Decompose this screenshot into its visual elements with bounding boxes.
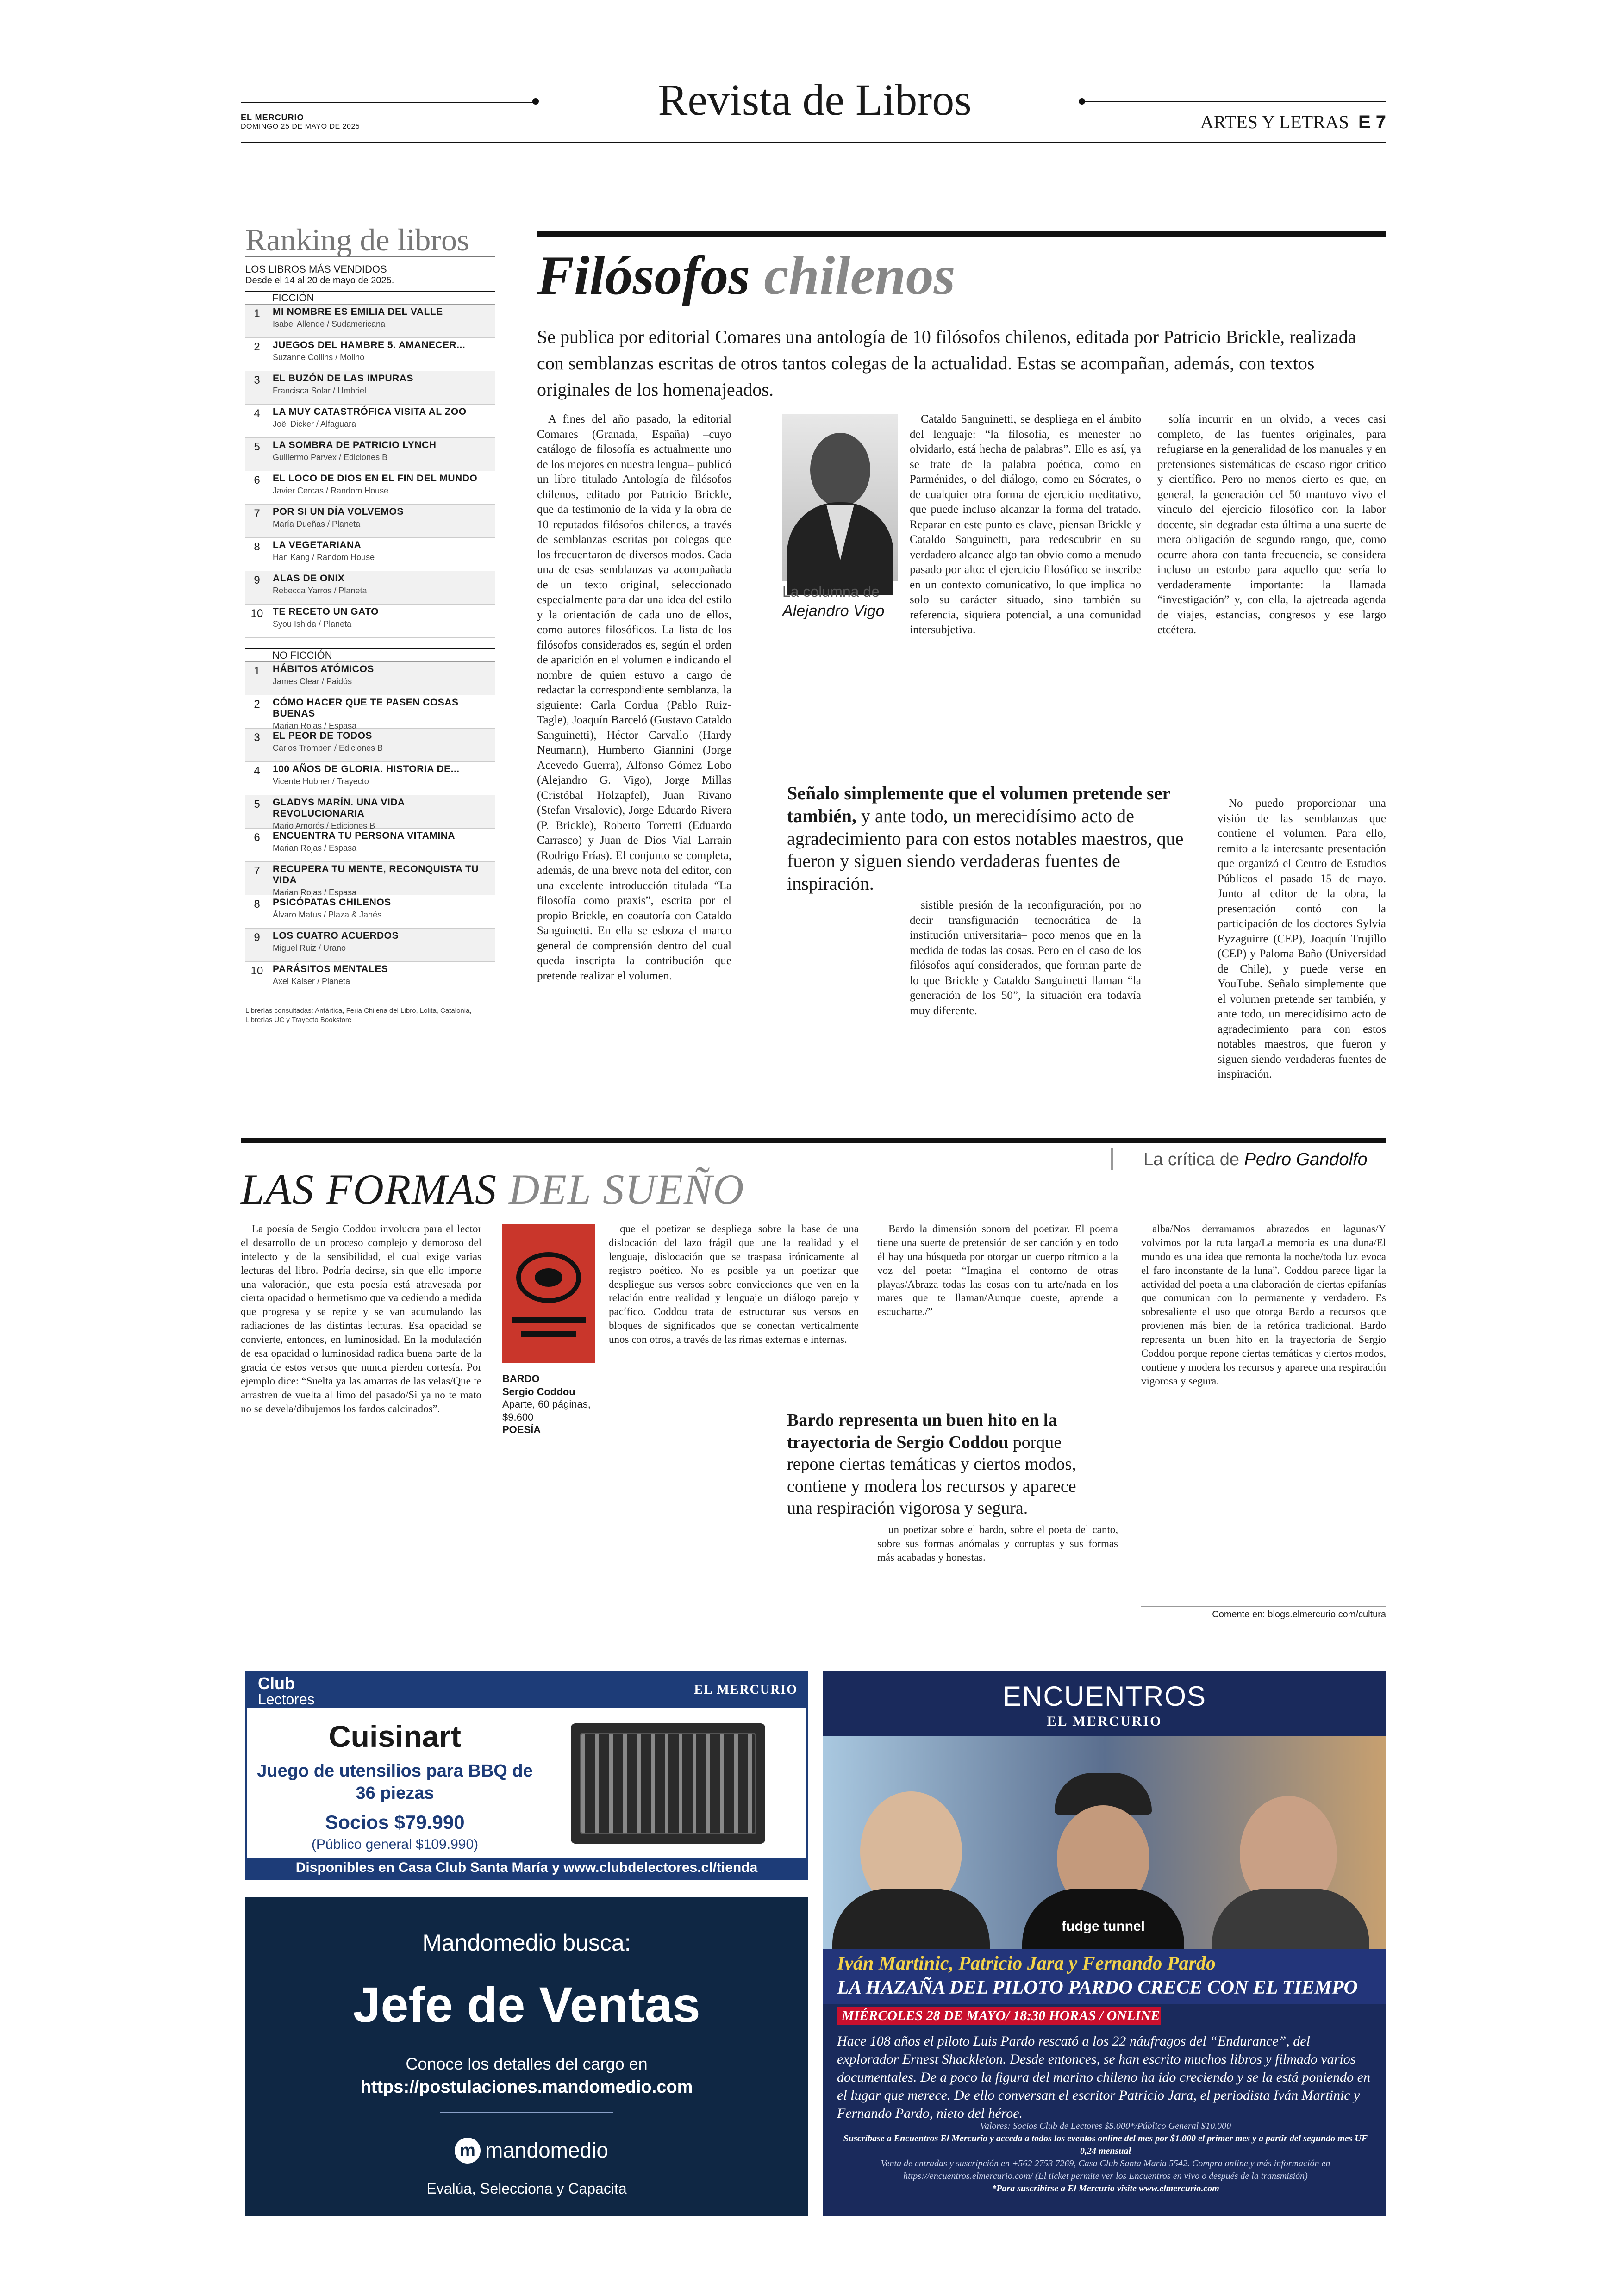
ranking-item-meta: Suzanne Collins / Molino [273,353,365,362]
article1-pullquote-bold: Señalo simplemente que el volumen pretende ser también, [787,783,1170,826]
club-logo-2: Lectores [258,1691,315,1708]
encuentros-values: Valores: Socios Club de Lectores $5.000*/Público General $10.000 [980,2121,1231,2131]
article2-top-rule [241,1138,1386,1143]
ranking-item-number: 10 [250,607,263,620]
ranking-item-meta: Marian Rojas / Espasa [273,888,357,897]
article1-col1 [537,412,731,1069]
ranking-item [245,829,495,862]
masthead-dot-left [532,98,539,105]
encuentros-title: LA HAZAÑA DEL PILOTO PARDO CRECE CON EL TIEMPO [837,1977,1358,1998]
ranking-item-title: POR SI UN DÍA VOLVEMOS [273,506,404,517]
ranking-item-meta: Syou Ishida / Planeta [273,619,352,629]
author-photo [782,414,898,581]
book-publisher: Aparte, 60 páginas, $9.600 [502,1398,591,1423]
ranking-title: Ranking de libros [245,224,495,257]
ranking-item [245,505,495,538]
cuisinart-brand: Cuisinart [328,1719,462,1753]
cuisinart-public-price: (Público general $109.990) [311,1837,479,1852]
ranking-item-title: GLADYS MARÍN. UNA VIDA REVOLUCIONARIA [273,797,405,819]
ranking-item-meta: Isabel Allende / Sudamericana [273,319,386,329]
ranking-item-title: PSICÓPATAS CHILENOS [273,897,391,908]
encuentros-fine2: Venta de entradas y suscripción en +562 2753 7269, Casa Club Santa María 5542. Compra online y más información en https://encuentros.elmercurio.com/ (El ticket permite ver los Encuentros en vivo o después de la transmisión) [881,2158,1330,2181]
article2-col2-text: que el poetizar se despliega sobre la base de una dislocación del lazo frágil que une la realidad y el lenguaje, dislocación que se traspasa irónicamente al registro poético. No es posible ya un poetizar que despliegue sus versos sobre convicciones que ven en la relación entre realidad y lenguaje un diálogo parejo y pacífico. Coddou trata de estructurar sus versos en bloques de significados que se conectan verticalmente unos con otros, a través de las rimas externas e internas. [609,1223,859,1346]
section-title: Revista de Libros [658,75,972,125]
ranking-item-meta: Rebecca Yarros / Planeta [273,586,367,595]
article2-title [241,1165,745,1214]
ranking-item-number: 4 [254,765,260,777]
ranking-item [245,895,495,929]
article2-pullquote [787,1409,1102,1520]
book-author: Sergio Coddou [502,1385,575,1397]
ranking-item [245,438,495,471]
article2-title-1: LAS FORMAS [241,1166,498,1213]
ranking-item [245,605,495,638]
encuentros-fine3: *Para suscribirse a El Mercurio visite www.elmercurio.com [992,2183,1219,2194]
ranking-item-meta: Carlos Tromben / Ediciones B [273,743,383,753]
encuentros-fine1: Suscríbase a Encuentros El Mercurio y acceda a todos los eventos online del mes por $1.000 el primer mes y a partir del segundo mes UF 0,24 mensual [843,2133,1368,2156]
critic-name: Pedro Gandolfo [1244,1150,1368,1169]
ranking-item-title: PARÁSITOS MENTALES [273,964,388,974]
ranking-item-number: 9 [254,931,260,944]
fiction-list [245,304,495,638]
article2-pullquote-rest: porque repone ciertas temáticas y ciertos modos, contiene y modera los recursos y aparece una respiración vigorosa y segura. [787,1432,1076,1518]
book-cover [502,1224,595,1363]
ranking-item-title: CÓMO HACER QUE TE PASEN COSAS BUENAS [273,697,459,719]
ranking-box [245,224,495,1024]
bbq-case-image [571,1723,765,1844]
ranking-item-title: MI NOMBRE ES EMILIA DEL VALLE [273,306,443,317]
article1-lead: Se publica por editorial Comares una antología de 10 filósofos chilenos, editada por Patricio Brickle, realizada con semblanzas escritas de otros tantos colegas de la actualidad. Estas se acompañan, además, con textos originales de los homenajeados. [537,326,1356,400]
ranking-item-number: 1 [254,665,260,677]
mandomedio-heading: Mandomedio busca: [422,1930,631,1956]
article1-col2 [910,412,1141,768]
book-info [502,1372,600,1436]
ranking-item [245,795,495,829]
ranking-item-meta: Vicente Hubner / Trayecto [273,777,369,786]
mandomedio-logo: mandomedio [485,2138,608,2162]
ranking-item [245,471,495,505]
speakers-photo [823,1736,1386,1949]
ranking-item-title: EL BUZÓN DE LAS IMPURAS [273,373,413,384]
article2-col1-text: La poesía de Sergio Coddou involucra para el lector el desarrollo de un proceso complejo y demoroso del intelecto y de la sensibilidad, el cual exige varias lecturas del libro. Podría decirse, sin que ello importe una valoración, que esta poesía está atravesada por cierta opacidad o hermetismo que va cediendo a medida que progresa y se repite y se van acumulando las radiaciones de las distintas lecturas. Esa opacidad se convierte, entonces, en luminosidad. En la modulación de esa opacidad o luminosidad radica buena parte de la gracia de estos versos que nunca pierden cortesía. Por ejemplo dice: “Suelta ya las amarras de las velas/Que te arrastren de vuelta al limo del pasado/Si ya no te mato no se devela/dibujemos los fardos calcinados”. [241,1223,481,1415]
mandomedio-job: Jefe de Ventas [353,1977,700,2033]
ranking-item-number: 3 [254,374,260,387]
article1-pullquote [787,782,1204,895]
article2-col4 [1141,1222,1386,1597]
encuentros-when: MIÉRCOLES 28 DE MAYO/ 18:30 HORAS / ONLINE [842,2008,1160,2023]
article1-pullquote-rest: y ante todo, un merecidísimo acto de agradecimiento para con estos notables maestros, que fueron y siguen siendo verdaderas fuentes de inspiración. [787,805,1184,894]
article1-col2-text: Cataldo Sanguinetti, se despliega en el ámbito del lenguaje: “la filosofía, es menester no olvidarlo, está hecha de palabras”. Ello es así, ya se trate de la palabra poética, como en Parménides, o del diálogo, como en Sócrates, o de cualquier otra forma de ejercicio meditativo, que puede incluso alcanzar la forma del tratado. Reparar en este punto es clave, piensan Brickle y Cataldo Sanguinetti, para redescubrir en su verdadero alcance algo tan obvio como a menudo pasado por alto: el ejercicio filosófico se inscribe en un contexto comunicativo, lo que implica no solo su carácter situado, sino también su referencia, siquiera potencial, a una comunidad intersubjetiva. [910,413,1141,636]
mandomedio-url[interactable]: https://postulaciones.mandomedio.com [360,2077,693,2097]
ranking-item-number: 6 [254,831,260,844]
encuentros-paper: EL MERCURIO [1047,1714,1162,1729]
paper-name: EL MERCURIO [241,113,304,122]
ranking-item-title: LOS CUATRO ACUERDOS [273,930,399,941]
ranking-item-title: ALAS DE ONIX [273,573,345,584]
ranking-item [245,695,495,729]
club-paper: EL MERCURIO [694,1683,798,1697]
ranking-item [245,862,495,895]
ranking-item-title: RECUPERA TU MENTE, RECONQUISTA TU VIDA [273,864,479,886]
fiction-label: FICCIÓN [272,292,314,304]
ad-club-lectores[interactable] [245,1671,808,1880]
article2-title-2: DEL SUEÑO [509,1166,745,1213]
ranking-item-meta: Miguel Ruiz / Urano [273,943,346,953]
ranking-item-number: 7 [254,865,260,877]
ranking-item-meta: Axel Kaiser / Planeta [273,977,350,986]
section-label [1176,111,1386,133]
article1-col3 [1157,412,1386,792]
page-number: E 7 [1358,112,1386,132]
ranking-item-meta: Mario Amorós / Ediciones B [273,821,375,830]
ranking-item-number: 7 [254,507,260,520]
club-logo-1: Club [258,1674,295,1693]
ranking-item-number: 2 [254,698,260,711]
ranking-item-title: LA VEGETARIANA [273,540,362,550]
mandomedio-logo-icon: m [455,2138,481,2164]
ranking-item-meta: Marian Rojas / Espasa [273,843,357,853]
ranking-item [245,762,495,795]
nonfiction-label: NO FICCIÓN [272,649,332,661]
article1-col3b [1218,796,1386,1080]
ranking-item-meta: Joël Dicker / Alfaguara [273,419,356,429]
ad-encuentros[interactable] [823,1671,1386,2216]
ranking-item-title: JUEGOS DEL HAMBRE 5. AMANECER... [273,340,466,350]
column-author: Alejandro Vigo [782,602,885,620]
ranking-item-title: HÁBITOS ATÓMICOS [273,664,374,674]
ranking-item [245,305,495,338]
ranking-item-meta: Han Kang / Random House [273,553,375,562]
ranking-item-number: 5 [254,441,260,453]
masthead-left [241,113,537,131]
ranking-item-meta: Javier Cercas / Random House [273,486,389,495]
ranking-item-title: 100 AÑOS DE GLORIA. HISTORIA DE... [273,764,460,774]
ranking-item-meta: Álvaro Matus / Plaza & Janés [273,910,382,919]
ranking-item-number: 5 [254,798,260,811]
encuentros-logo: ENCUENTROS [1002,1681,1207,1712]
ranking-item-number: 8 [254,541,260,553]
ranking-item [245,538,495,571]
article1-col3b-text: No puedo proporcionar una visión de las semblanzas que contiene el volumen. Para ello, remito a la interesante presentación que organizó el Centro de Estudios Públicos el pasado 15 de mayo. Junto al editor de la obra, la presentación contó con la participación de los doctores Sylvia Eyzaguirre (CEP), Joaquín Trujillo (CEP) y Paloma Baño (Universidad de Chile), y puede verse en YouTube. Señalo simplemente que el volumen pretende ser también, y ante todo, un merecidísimo acto de agradecimiento para con estos notables maestros, que fueron y siguen siendo verdaderas fuentes de inspiración. [1218,797,1386,1080]
article1-col3-text: solía incurrir en un olvido, a veces casi completo, de las fuentes originales, para refugiarse en la generalidad de los manuales y en pretensiones sistemáticas de escaso rigor crítico y científico. Pero no menos cierto es que, en general, la generación del 50 mantuvo vivo el vínculo del ejercicio filosófico con la labor docente, sin degradar esta última a una suerte de mera obligación de segundo rango, que, como ocurre ahora con tanta frecuencia, se considera incluso un estorbo para aquello que sería lo verdaderamente importante: la llamada “investigación” y, con ella, la ajetreada agenda de viajes, estancias, congresos y ese largo etcétera. [1157,413,1386,636]
article2-col2 [609,1222,859,1405]
ranking-item-meta: James Clear / Paidós [273,677,352,686]
ranking-item [245,962,495,995]
book-genre: POESÍA [502,1424,541,1435]
ad-mandomedio[interactable] [245,1897,808,2216]
ranking-item-number: 9 [254,574,260,586]
article2-col3b-text: un poetizar sobre el bardo, sobre el poeta del canto, sobre sus formas anómalas y corruptas y sus formas más acabadas y honestas. [877,1524,1118,1563]
ranking-item [245,929,495,962]
column-label: La columna de [782,583,880,600]
article1-title-1: Filósofos [537,244,750,306]
shirt-text: fudge tunnel [1062,1919,1145,1934]
ranking-item-meta: Marian Rojas / Espasa [273,721,357,730]
encuentros-speakers: Iván Martinic, Patricio Jara y Fernando Pardo [837,1953,1216,1974]
club-footer: Disponibles en Casa Club Santa María y www.clubdelectores.cl/tienda [295,1860,758,1875]
ranking-item-number: 4 [254,407,260,420]
critic-label: La crítica de [1143,1150,1239,1169]
article1-title-2: chilenos [764,244,956,306]
ranking-item-number: 8 [254,898,260,911]
section-name: ARTES Y LETRAS [1200,112,1349,132]
ranking-item-number: 1 [254,307,260,320]
cuisinart-price: Socios $79.990 [325,1811,465,1833]
mandomedio-details: Conoce los detalles del cargo en [406,2054,648,2073]
ranking-item-title: TE RECETO UN GATO [273,606,379,617]
ranking-item-meta: María Dueñas / Planeta [273,519,361,529]
masthead-dot-right [1079,98,1085,105]
article1-top-rule [537,231,1386,237]
article1-col2b [910,898,1141,1069]
comment-link[interactable]: Comente en: blogs.elmercurio.com/cultura [1141,1606,1386,1620]
issue-date: DOMINGO 25 DE MAYO DE 2025 [241,123,360,131]
article2-col3b [877,1523,1118,1629]
ranking-item-title: EL LOCO DE DIOS EN EL FIN DEL MUNDO [273,473,478,484]
ranking-item-title: EL PEOR DE TODOS [273,730,372,741]
club-logo [258,1675,315,1707]
ranking-item-number: 10 [250,965,263,977]
article2-col4-text: alba/Nos derramamos abrazados en lagunas/Y volvimos por la ruta larga/La memoria es una duna/El mundo es una idea que remonta la noche/toda luz evoca el faro inconstante de la luna”. Coddou parece ligar la actividad del poeta a una elaboración de ciertas epifanías que comunican con lo permanente y verdadero. Es sobresaliente el uso que otorga Bardo a recursos que provienen más bien de la retórica tradicional. Bardo representa un buen hito en la trayectoria de Sergio Coddou porque repone ciertas temáticas y ciertos modos, contiene y modera los recursos y aparece una respiración vigorosa y segura. [1141,1223,1386,1387]
ranking-item [245,338,495,371]
nonfiction-list [245,661,495,995]
article2-pullquote-bold: Bardo representa un buen hito en la trayectoria de Sergio Coddou [787,1410,1057,1452]
article2-col1 [241,1222,481,1629]
ranking-item [245,662,495,695]
critic-divider [1111,1148,1113,1170]
ranking-item-title: LA SOMBRA DE PATRICIO LYNCH [273,440,437,450]
ranking-item-meta: Guillermo Parvex / Ediciones B [273,453,388,462]
ranking-item-number: 2 [254,341,260,353]
book-title: BARDO [502,1373,540,1384]
article2-col3 [877,1222,1118,1400]
ranking-dates: Desde el 14 al 20 de mayo de 2025. [245,275,394,286]
article1-col1-text: A fines del año pasado, la editorial Comares (Granada, España) –cuyo catálogo de filosofía es actualmente uno de los mejores en nuestra lengua– publicó un libro titulado Antología de filósofos chilenos, editado por Patricio Brickle, que da testimonio de la vida y la obra de 10 reputados filósofos chilenos, a través de semblanzas escritas por colegas que los frecuentaron de diversos modos. Cada una de esas semblanzas va acompañada de un texto original, seleccionado especialmente para dar una idea del estilo y la orientación de cada uno de ellos, como autores filosóficos. La lista de los filósofos considerados es, según el orden de aparición en el volumen e indicando el nombre de quien estuvo a cargo de redactar la correspondiente semblanza, la siguiente: Carla Cordua (Pablo Ruiz-Tagle), Joaquín Barceló (Gustavo Cataldo Sanguinetti), Héctor Carvallo (Hardy Neumann), Humberto Giannini (Jorge Acevedo Guerra), Alfonso Gómez Lobo (Alejandro G. Vigo), Jorge Millas (Cristóbal Holzapfel), Juan Rivano (Stefan Vrsalovic), Jorge Eduardo Rivera (P. Brickle), Roberto Torretti (Eduardo Carrasco) y Juan de Dios Vial Larraín (Rodrigo Frías). El conjunto se completa, además, de una breve nota del editor, con una excelente introducción titulada “La filosofía como praxis”, escrita por el propio Brickle, en coautoría con Cataldo Sanguinetti. En ella se esboza el marco general de comprensión dentro del cual queda inscripta la contribución que pretende realizar el volumen. [537,413,731,982]
ranking-item-number: 3 [254,731,260,744]
ranking-item-title: LA MUY CATASTRÓFICA VISITA AL ZOO [273,406,467,417]
encuentros-fineprint [837,2120,1374,2195]
cuisinart-product: Juego de utensilios para BBQ de 36 piezas [257,1761,533,1803]
ranking-sources: Librerías consultadas: Antártica, Feria Chilena del Libro, Lolita, Catalonia, Librerías UC y Trayecto Bookstore [245,1007,472,1024]
ranking-item [245,729,495,762]
encuentros-desc: Hace 108 años el piloto Luis Pardo rescató a los 22 náufragos del “Endurance”, del explorador Ernest Shackleton. Desde entonces, se han escrito muchos libros y filmado varios documentales. De a poco la figura del marino chileno ha ido creciendo y se la está poniendo en el lugar que merece. De ello conversan el escritor Patricio Jara, el periodista Iván Martinic y Fernando Pardo, nieto del héroe. [837,2033,1370,2121]
ranking-item [245,571,495,605]
ranking-item-number: 6 [254,474,260,486]
article2-col3-text: Bardo la dimensión sonora del poetizar. El poema tiene una suerte de pretensión de ser canción y en todo él hay una búsqueda por otorgar un cuerpo rítmico a la voz del poeta: “Imagina el contorno de otras playas/Abraza todas las cosas con tu arte/nada en los mares que te llaman/Aunque cueste, aprende a escucharte./” [877,1223,1118,1318]
ranking-item-meta: Francisca Solar / Umbriel [273,386,367,395]
ranking-item [245,371,495,405]
critic-line [1143,1150,1368,1170]
ranking-subtitle: LOS LIBROS MÁS VENDIDOS [245,263,387,275]
ranking-item-title: ENCUENTRA TU PERSONA VITAMINA [273,830,456,841]
mandomedio-tagline: Evalúa, Selecciona y Capacita [426,2180,627,2197]
article1-title [537,244,956,306]
ranking-item [245,405,495,438]
article1-col2b-text: sistible presión de la reconfiguración, por no decir transfiguración tecnocrática de la institución universitaria– poco menos que en la medida de todas las cosas. Pero en el caso de los filósofos aquí considerados, que forman parte de lo que Brickle y Cataldo Sanguinetti llaman “la generación de los 50”, la situación era todavía muy diferente. [910,899,1141,1017]
